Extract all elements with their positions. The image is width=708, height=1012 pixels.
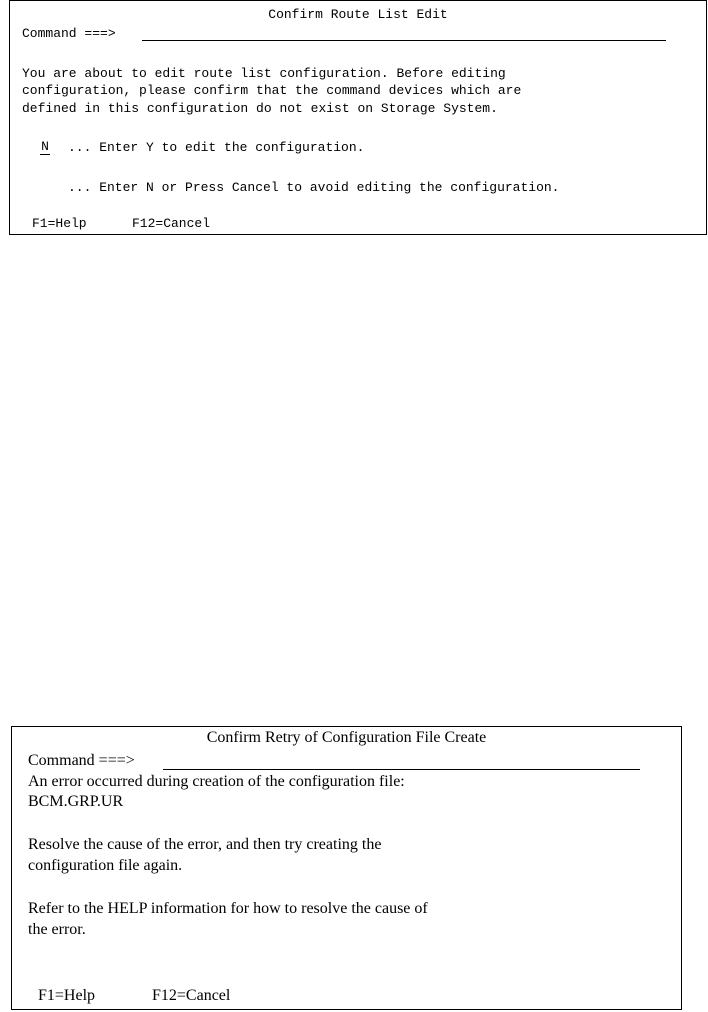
message-line-2: configuration, please confirm that the command devices which are: [22, 83, 522, 98]
message-line-2: BCM.GRP.UR: [28, 793, 124, 810]
f1-help-key[interactable]: F1=Help: [38, 987, 96, 1004]
message-line-3: defined in this configuration do not exist on Storage System.: [22, 101, 498, 116]
message-line-1: An error occurred during creation of the configuration file:: [28, 773, 405, 790]
command-input[interactable]: [142, 25, 666, 41]
panel-title: Confirm Route List Edit: [268, 7, 448, 22]
message-line-5: Refer to the HELP information for how to resolve the cause of: [28, 900, 428, 917]
command-label: Command ===>: [22, 26, 116, 41]
option-no-text: ... Enter N or Press Cancel to avoid editing the configuration.: [68, 180, 560, 195]
confirm-route-list-edit-panel: [9, 0, 707, 235]
command-label: Command ===>: [28, 752, 135, 769]
message-line-6: the error.: [28, 921, 86, 938]
option-yes-text: ... Enter Y to edit the configuration.: [68, 140, 365, 155]
f12-cancel-key[interactable]: F12=Cancel: [152, 987, 231, 1004]
message-line-1: You are about to edit route list configuration. Before editing: [22, 66, 506, 81]
f12-cancel-key[interactable]: F12=Cancel: [132, 216, 211, 231]
selection-input[interactable]: [40, 139, 50, 155]
message-line-3: Resolve the cause of the error, and then try creating the: [28, 836, 382, 853]
panel-title: Confirm Retry of Configuration File Create: [206, 729, 487, 746]
message-line-4: configuration file again.: [28, 857, 183, 874]
confirm-retry-config-file-create-panel: [11, 726, 682, 1010]
f1-help-key[interactable]: F1=Help: [32, 216, 87, 231]
command-input[interactable]: [163, 751, 640, 770]
